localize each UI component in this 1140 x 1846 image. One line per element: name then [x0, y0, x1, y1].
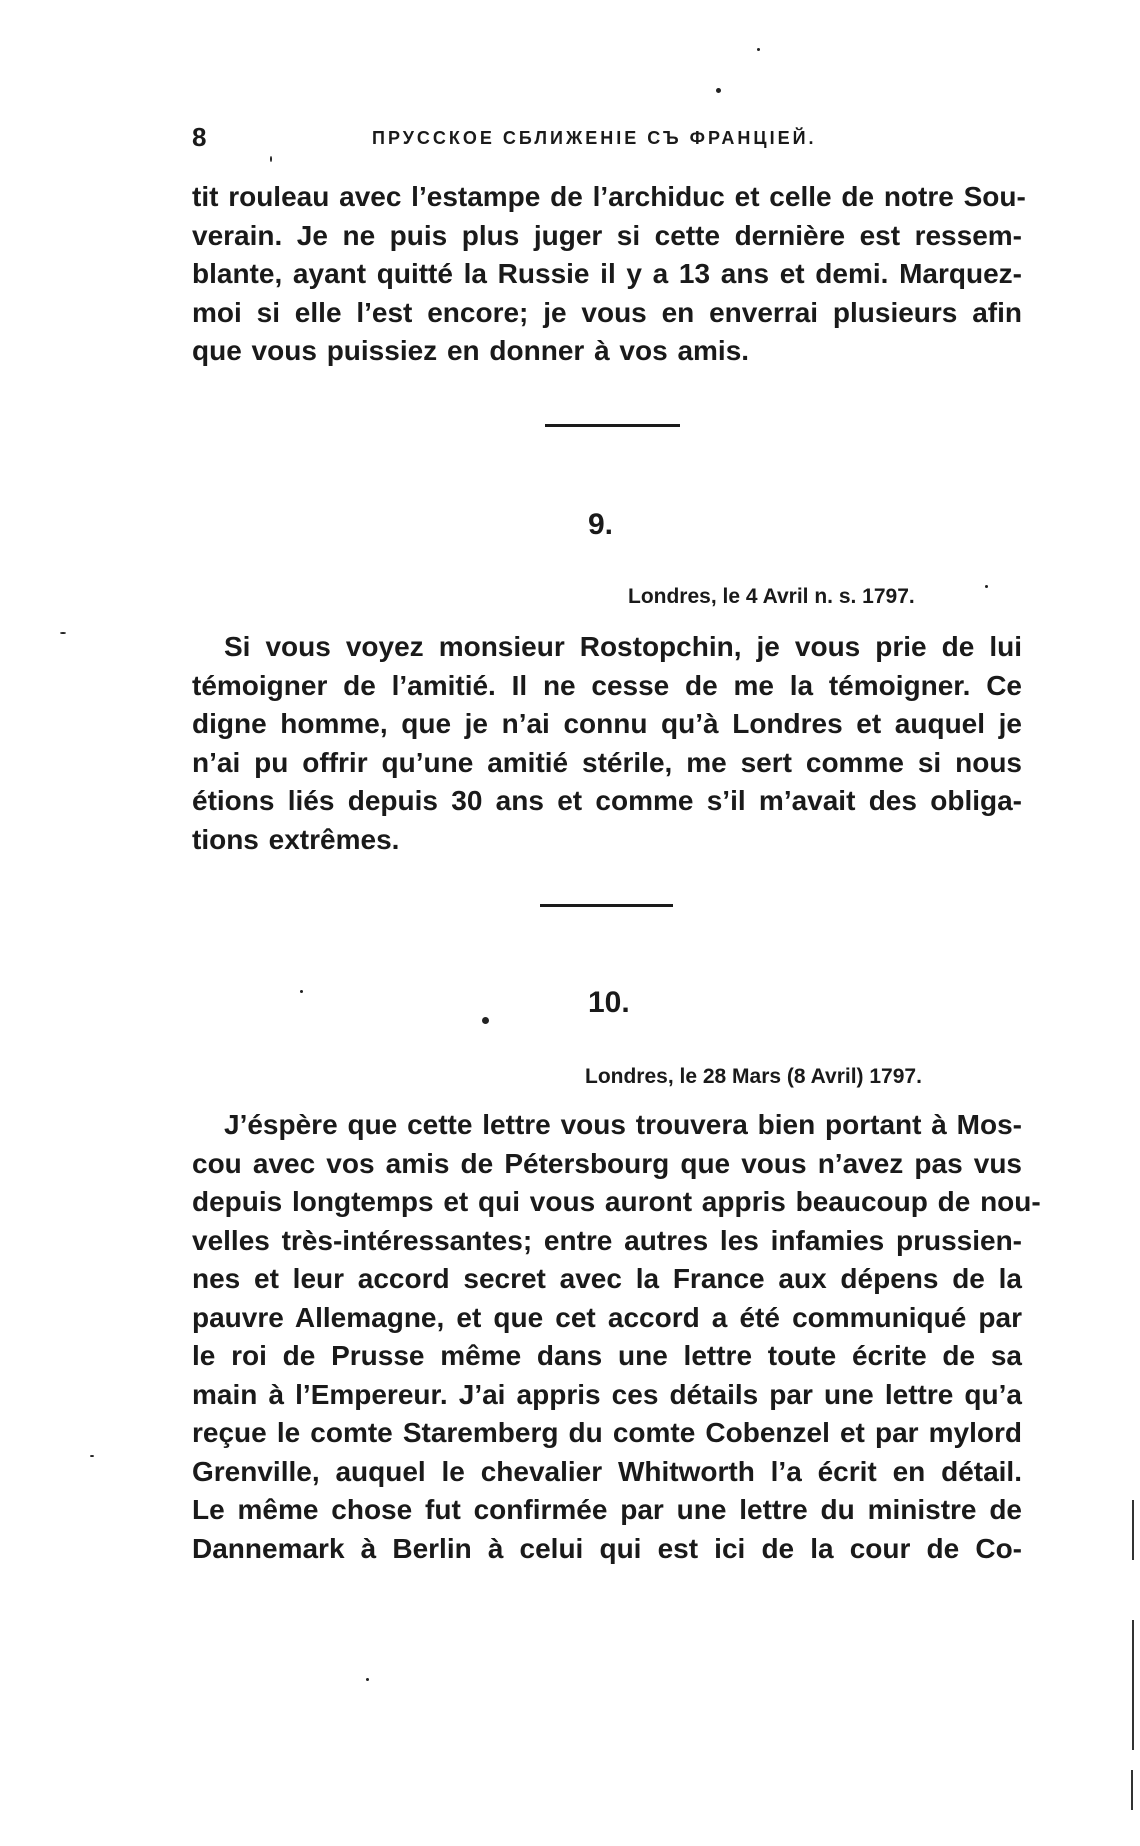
scan-speck: [366, 1678, 369, 1681]
text-line: nes et leur accord secret avec la France aux dépens de la: [192, 1263, 1022, 1294]
letter-number: 9.: [588, 508, 614, 541]
text-line: depuis longtemps et qui vous auront appris beaucoup de nou-: [192, 1186, 1041, 1217]
text-line: Le même chose fut confirmée par une lettre du ministre de: [192, 1494, 1022, 1525]
letter-number: 10.: [588, 986, 630, 1019]
page-header: [192, 122, 1022, 162]
text-line: main à l’Empereur. J’ai appris ces détails par une lettre qu’a: [192, 1378, 1022, 1410]
text-line: n’ai pu offrir qu’une amitié stérile, me sert comme si nous: [192, 746, 1022, 778]
running-title: ПРУССКОЕ СБЛИЖЕНІЕ СЪ ФРАНЦІЕЙ.: [372, 128, 817, 148]
text-line: le roi de Prusse même dans une lettre toute écrite de sa: [192, 1340, 1022, 1371]
page-number: 8: [192, 122, 207, 152]
scan-edge-mark: [1131, 1770, 1133, 1810]
scan-speck: [300, 990, 303, 993]
text-line: reçue le comte Staremberg du comte Cobenzel et par mylord: [192, 1417, 1022, 1448]
text-line: velles très-intéressantes; entre autres les infamies prussien-: [192, 1224, 1022, 1256]
text-line: blante, ayant quitté la Russie il y a 13 ans et demi. Marquez-: [192, 258, 1022, 289]
text-line: cou avec vos amis de Pétersbourg que vous n’avez pas vus: [192, 1147, 1022, 1179]
text-line: J’éspère que cette lettre vous trouvera bien portant à Mos-: [224, 1109, 1022, 1140]
text-line: que vous puissiez en donner à vos amis.: [192, 335, 750, 366]
letter-dateline: Londres, le 4 Avril n. s. 1797.: [628, 585, 915, 608]
section-divider: [545, 424, 680, 427]
scan-edge-mark: [1132, 1620, 1134, 1750]
continuation-paragraph: [192, 178, 1026, 371]
text-line: Dannemark à Berlin à celui qui est ici de la cour de Co-: [192, 1532, 1022, 1564]
letter-body: [192, 628, 1022, 859]
text-line: digne homme, que je n’ai connu qu’à Londres et auquel je: [192, 708, 1022, 739]
letter-body: [192, 1106, 1041, 1568]
text-line: tit rouleau avec l’estampe de l’archiduc et celle de notre Sou-: [192, 181, 1026, 212]
text-line: pauvre Allemagne, et que cet accord a été communiqué par: [192, 1301, 1022, 1333]
scan-edge-mark: [1132, 1500, 1134, 1560]
scan-speck: [757, 48, 760, 51]
section-divider: [540, 904, 673, 907]
text-line: Si vous voyez monsieur Rostopchin, je vous prie de lui: [224, 631, 1022, 662]
text-line: moi si elle l’est encore; je vous en enverrai plusieurs afin: [192, 296, 1022, 328]
scan-speck: [90, 1455, 94, 1457]
scan-speck: [985, 585, 988, 588]
scan-speck: [60, 632, 66, 634]
text-line: tions extrêmes.: [192, 823, 400, 855]
text-line: étions liés depuis 30 ans et comme s’il m’avait des obliga-: [192, 785, 1022, 816]
scan-speck: [482, 1017, 489, 1024]
letter-dateline: Londres, le 28 Mars (8 Avril) 1797.: [585, 1065, 922, 1088]
scan-speck: [716, 88, 721, 93]
scan-speck: [270, 156, 272, 162]
text-line: Grenville, auquel le chevalier Whitworth l’a écrit en détail.: [192, 1455, 1022, 1487]
text-line: verain. Je ne puis plus juger si cette dernière est ressem-: [192, 219, 1022, 251]
text-line: témoigner de l’amitié. Il ne cesse de me la témoigner. Ce: [192, 669, 1022, 701]
